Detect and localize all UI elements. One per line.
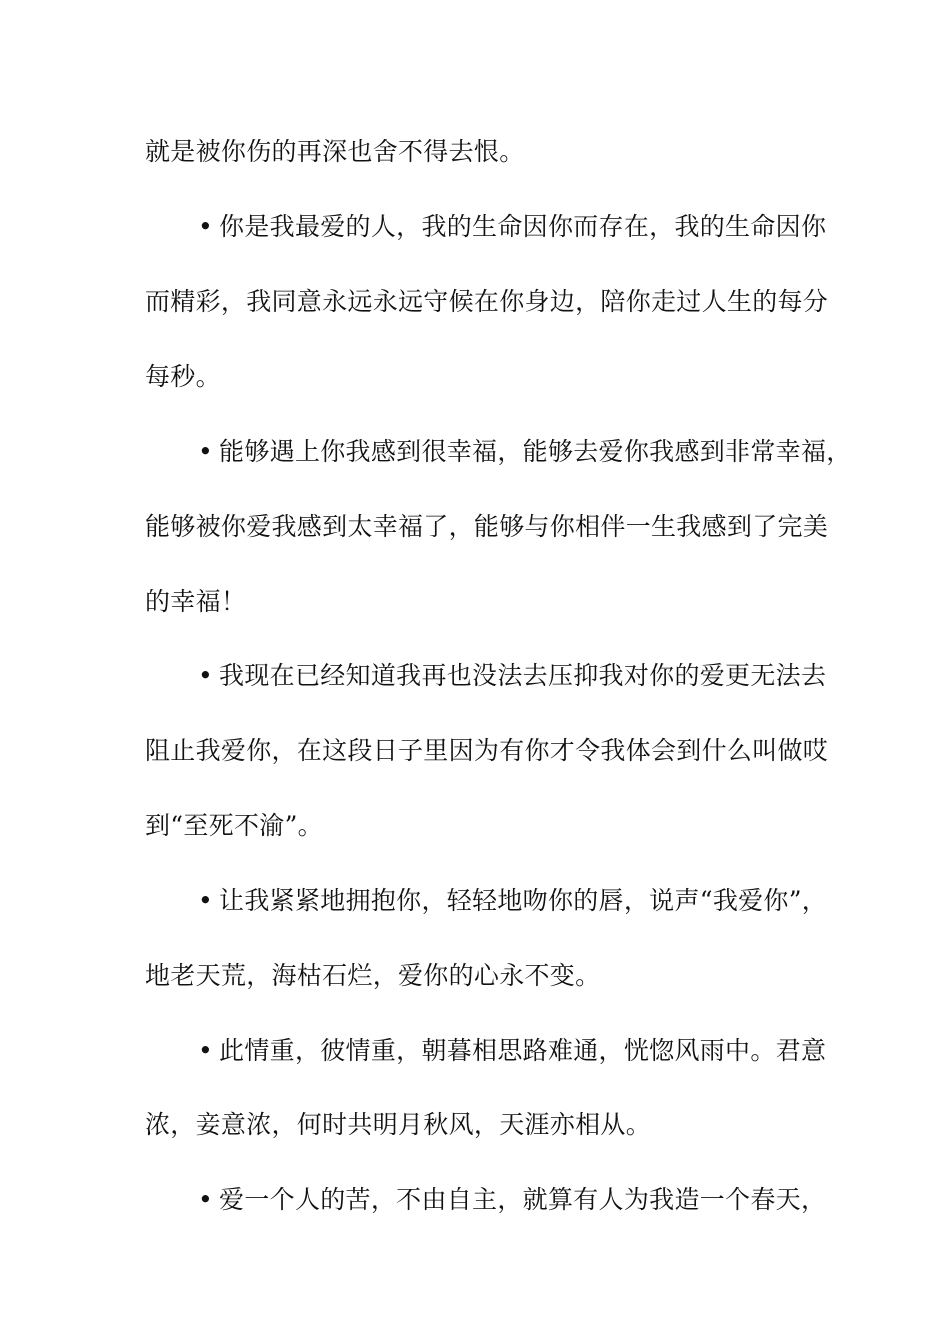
- bullet-icon: •: [198, 437, 214, 466]
- bullet-icon: •: [198, 661, 214, 690]
- text-line: 阻止我爱你，在这段日子里因为有你才令我体会到什么叫做哎: [145, 736, 829, 765]
- bullet-line: [198, 661, 888, 691]
- paragraph-text: 让我紧紧地拥抱你，轻轻地吻你的唇，说声“我爱你”，: [219, 886, 828, 915]
- paragraph-text: 此情重，彼情重，朝暮相思路难通，恍惚风雨中。君意: [219, 1036, 827, 1065]
- text-line: 能够被你爱我感到太幸福了，能够与你相伴一生我感到了完美: [145, 512, 829, 541]
- text-line: 就是被你伤的再深也舍不得去恨。: [145, 137, 525, 166]
- bullet-line: [198, 886, 888, 916]
- bullet-line: [198, 212, 888, 242]
- text-line: 浓，妾意浓，何时共明月秋风，天涯亦相从。: [145, 1110, 652, 1139]
- paragraph-text: 爱一个人的苦，不由自主，就算有人为我造一个春天，: [219, 1185, 827, 1214]
- bullet-line: [198, 1036, 888, 1066]
- text-line: 每秒。: [145, 362, 221, 391]
- bullet-line: [198, 1185, 888, 1215]
- text-line: 的幸福！: [145, 587, 247, 616]
- bullet-icon: •: [198, 212, 214, 241]
- bullet-line: [198, 437, 888, 467]
- paragraph-text: 你是我最爱的人，我的生命因你而存在，我的生命因你: [219, 212, 827, 241]
- paragraph-text: 我现在已经知道我再也没法去压抑我对你的爱更无法去: [219, 661, 827, 690]
- bullet-icon: •: [198, 886, 214, 915]
- text-line: 地老天荒，海枯石烂，爱你的心永不变。: [145, 961, 601, 990]
- text-line: 到“至死不渝”。: [145, 811, 323, 840]
- text-line: 而精彩，我同意永远永远守候在你身边，陪你走过人生的每分: [145, 287, 829, 316]
- paragraph-text: 能够遇上你我感到很幸福，能够去爱你我感到非常幸福，: [219, 437, 852, 466]
- bullet-icon: •: [198, 1185, 214, 1214]
- bullet-icon: •: [198, 1036, 214, 1065]
